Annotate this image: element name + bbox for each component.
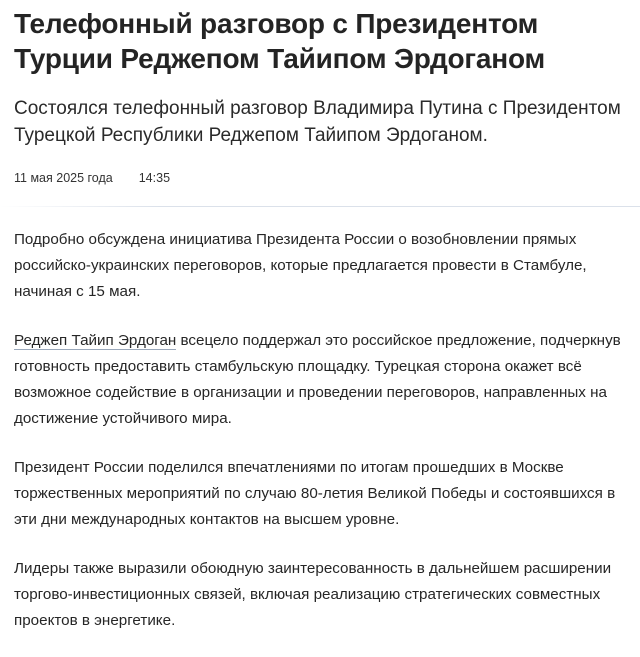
paragraph-2-text: всецело поддержал это российское предложение, подчеркнув готовность предоставить стамбульскую площадку. Турецкая сторона окажет всё возможное содействие в организации и проведении переговоров, направленных на достижение устойчивого мира.	[14, 332, 621, 427]
article-header	[0, 0, 640, 188]
article-title: Телефонный разговор с Президентом Турции Реджепом Тайипом Эрдоганом	[14, 8, 546, 74]
article-lead: Состоялся телефонный разговор Владимира Путина с Президентом Турецкой Республики Реджепом Тайипом Эрдоганом.	[14, 98, 621, 146]
paragraph-1: Подробно обсуждена инициатива Президента России о возобновлении прямых российско-украинских переговоров, которые предлагается провести в Стамбуле, начиная с 15 мая.	[14, 231, 587, 300]
header-divider	[0, 206, 640, 207]
article-body	[14, 227, 634, 657]
person-link-erdogan[interactable]: Реджеп Тайип Эрдоган	[14, 332, 177, 349]
paragraph-3: Президент России поделился впечатлениями по итогам прошедших в Москве торжественных мероприятий по случаю 80-летия Великой Победы и состоявшихся в эти дни международных контактов на высшем уровне.	[14, 459, 616, 528]
article-meta	[14, 168, 626, 188]
article-time: 14:35	[138, 171, 171, 185]
paragraph-2	[14, 328, 634, 432]
paragraph-4: Лидеры также выразили обоюдную заинтересованность в дальнейшем расширении торгово-инвестиционных связей, включая реализацию стратегических совместных проектов в энергетике.	[14, 560, 612, 629]
article-date: 11 мая 2025 года	[14, 171, 113, 185]
